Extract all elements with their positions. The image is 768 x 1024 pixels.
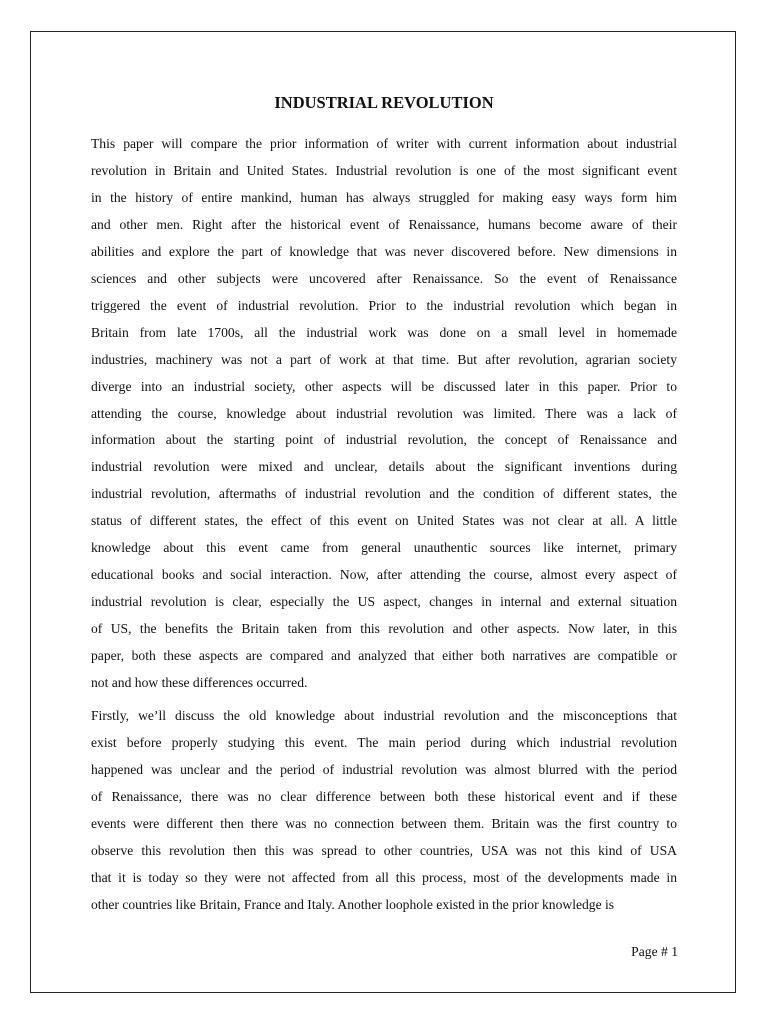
text-line: of US, the benefits the Britain taken from this revolution and other aspects. Now later, in this bbox=[91, 621, 677, 637]
text-line: exist before properly studying this event. The main period during which industrial revolution bbox=[91, 734, 677, 750]
text-line: triggered the event of industrial revolution. Prior to the industrial revolution which began in bbox=[91, 297, 677, 313]
text-line: industrial revolution is clear, especially the US aspect, changes in internal and external situation bbox=[91, 594, 677, 610]
document-title: INDUSTRIAL REVOLUTION bbox=[274, 93, 494, 112]
page-number: Page # 1 bbox=[631, 944, 678, 959]
text-line: This paper will compare the prior information of writer with current information about industrial bbox=[91, 136, 677, 151]
text-line: in the history of entire mankind, human has always struggled for making easy ways form him bbox=[91, 189, 677, 205]
text-line: observe this revolution then this was spread to other countries, USA was not this kind of USA bbox=[91, 842, 677, 858]
text-line: information about the starting point of industrial revolution, the concept of Renaissance and bbox=[91, 432, 677, 448]
text-line: other countries like Britain, France and Italy. Another loophole existed in the prior knowledge is bbox=[91, 896, 615, 912]
text-line: attending the course, knowledge about industrial revolution was limited. There was a lack of bbox=[91, 405, 677, 421]
text-line: not and how these differences occurred. bbox=[91, 675, 308, 691]
text-line: diverge into an industrial society, other aspects will be discussed later in this paper. Prior to bbox=[91, 378, 677, 394]
text-line: industries, machinery was not a part of work at that time. But after revolution, agrarian society bbox=[91, 351, 677, 367]
text-line: industrial revolution were mixed and unclear, details about the significant inventions during bbox=[91, 459, 677, 475]
text-line: knowledge about this event came from general unauthentic sources like internet, primary bbox=[91, 540, 677, 556]
text-line: Britain from late 1700s, all the industrial work was done on a small level in homemade bbox=[91, 324, 677, 340]
text-line: industrial revolution, aftermaths of industrial revolution and the condition of different states, the bbox=[91, 486, 677, 502]
text-line: sciences and other subjects were uncovered after Renaissance. So the event of Renaissance bbox=[91, 270, 677, 286]
text-line: educational books and social interaction. Now, after attending the course, almost every aspect of bbox=[91, 567, 677, 583]
text-line: of Renaissance, there was no clear difference between both these historical event and if these bbox=[91, 788, 677, 804]
text-line: paper, both these aspects are compared and analyzed that either both narratives are compatible or bbox=[91, 648, 677, 664]
paragraph-1 bbox=[91, 131, 677, 697]
text-line: status of different states, the effect of this event on United States was not clear at all. A little bbox=[91, 513, 677, 529]
text-line: and other men. Right after the historical event of Renaissance, humans become aware of their bbox=[91, 216, 677, 232]
text-line: revolution in Britain and United States. Industrial revolution is one of the most significant event bbox=[91, 162, 677, 178]
text-line: Firstly, we’ll discuss the old knowledge about industrial revolution and the misconceptions that bbox=[91, 708, 677, 723]
paragraph-2 bbox=[91, 703, 677, 919]
text-line: that it is today so they were not affected from all this process, most of the developments made in bbox=[91, 869, 677, 885]
text-line: events were different then there was no connection between them. Britain was the first country to bbox=[91, 815, 677, 831]
text-line: happened was unclear and the period of industrial revolution was almost blurred with the period bbox=[91, 761, 677, 777]
text-line: abilities and explore the part of knowledge that was never discovered before. New dimensions in bbox=[91, 243, 677, 259]
